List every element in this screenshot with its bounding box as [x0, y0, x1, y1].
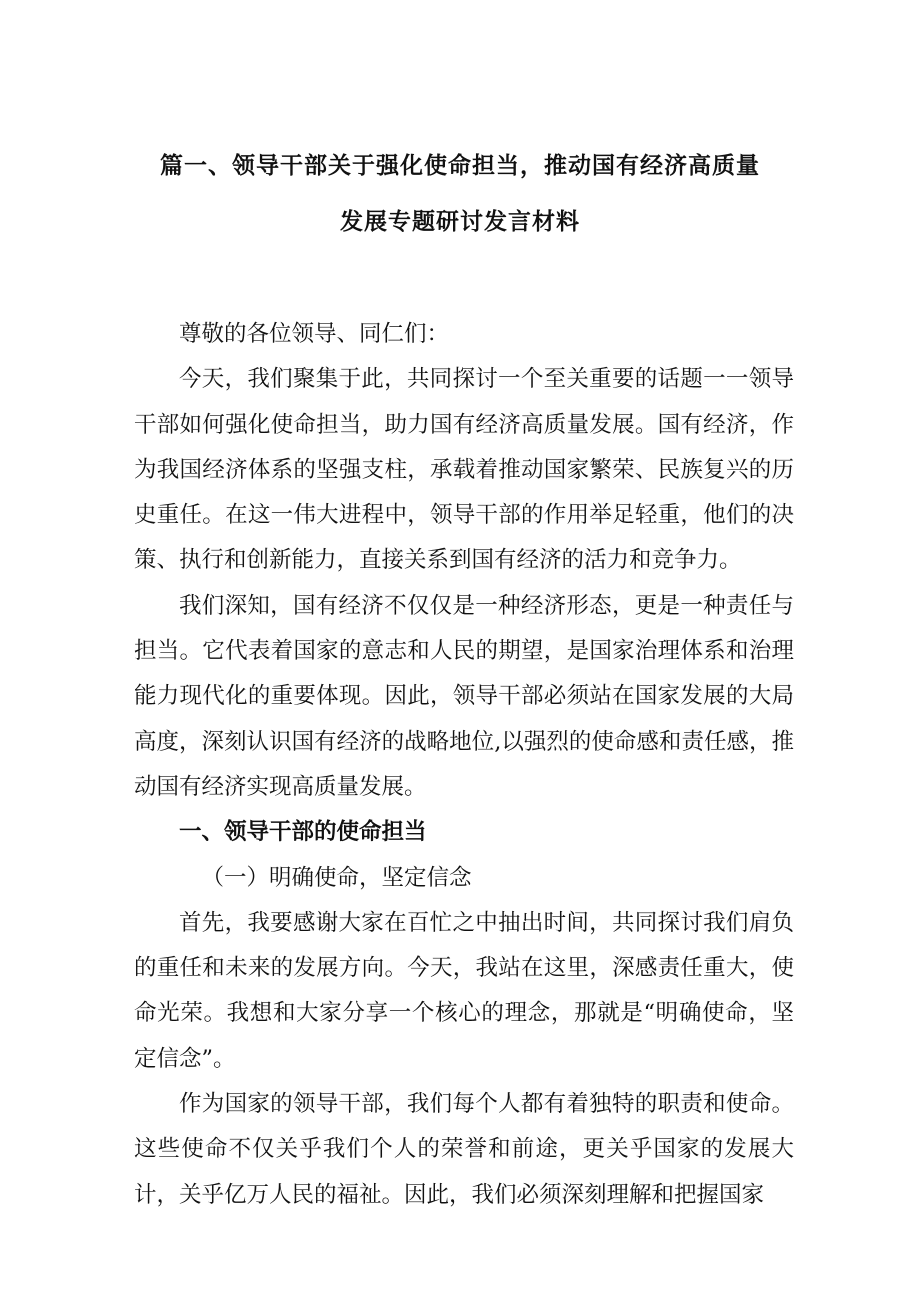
document-title-line-2: 发展专题研讨发言材料 [340, 209, 580, 235]
document-title-line-1: 篇一、领导干部关于强化使命担当，推动国有经济高质量 [160, 153, 760, 179]
document-body [134, 312, 794, 1218]
paragraph: 今天，我们聚集于此，共同探讨一个至关重要的话题一一领导干部如何强化使命担当，助力国有经济高质量发展。国有经济，作为我国经济体系的坚强支柱，承载着推动国家繁荣、民族复兴的历史重任。在这一伟大进程中，领导干部的作用举足轻重，他们的决策、执行和创新能力，直接关系到国有经济的活力和竞争力。 [134, 366, 794, 574]
salutation: 尊敬的各位领导、同仁们： [179, 321, 450, 347]
paragraph: 作为国家的领导干部，我们每个人都有着独特的职责和使命。这些使命不仅关乎我们个人的荣誉和前途，更关乎国家的发展大计，关乎亿万人民的福祉。因此，我们必须深刻理解和把握国家 [134, 1091, 794, 1208]
section-heading: 一、领导干部的使命担当 [179, 819, 427, 846]
paragraph: 我们深知，国有经济不仅仅是一种经济形态，更是一种责任与担当。它代表着国家的意志和人民的期望，是国家治理体系和治理能力现代化的重要体现。因此，领导干部必须站在国家发展的大局高度，深刻认识国有经济的战略地位,以强烈的使命感和责任感，推动国有经济实现高质量发展。 [134, 592, 794, 800]
subsection-heading: （一）明确使命，坚定信念 [201, 864, 472, 891]
paragraph: 首先，我要感谢大家在百忙之中抽出时间，共同探讨我们肩负的重任和未来的发展方向。今天，我站在这里，深感责任重大，使命光荣。我想和大家分享一个核心的理念，那就是“明确使命，坚定信念”。 [134, 909, 794, 1072]
